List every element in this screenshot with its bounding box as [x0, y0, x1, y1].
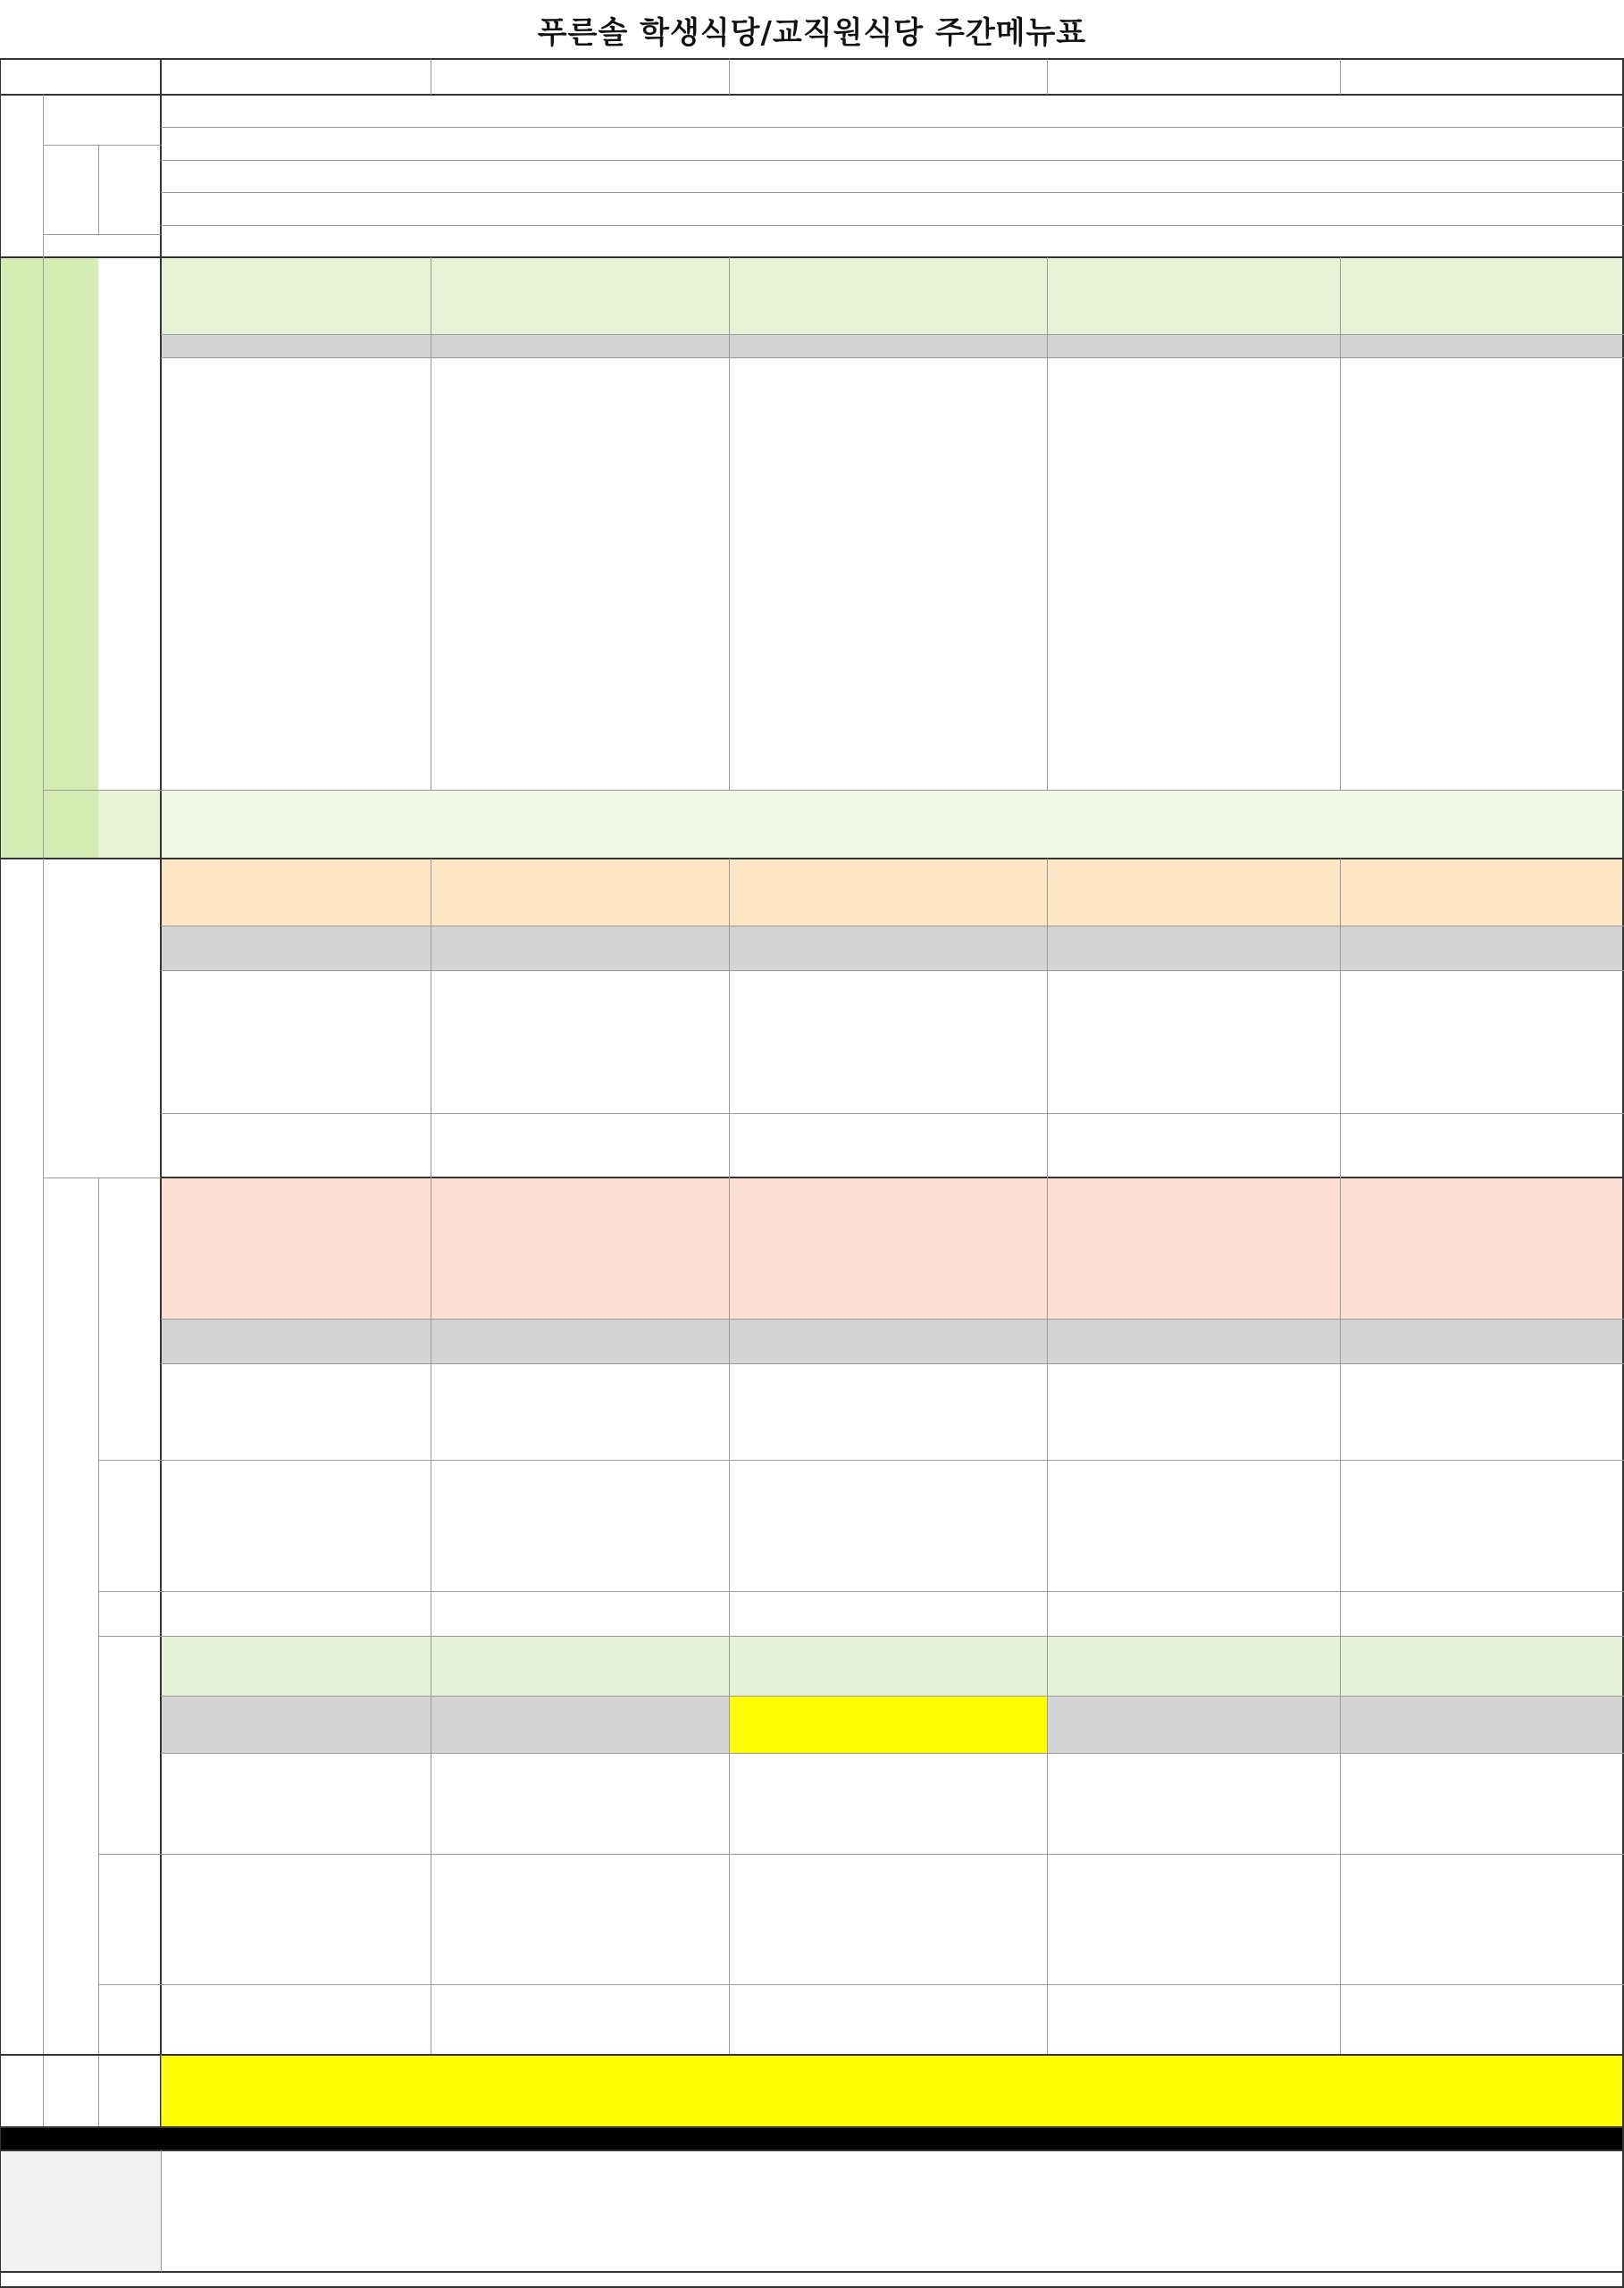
row-divider — [0, 858, 1624, 859]
row-divider — [161, 160, 1624, 161]
onedish-main-bg — [161, 1178, 1624, 1319]
column-divider — [1047, 1178, 1048, 2055]
breakfast-origin-bg — [161, 926, 1624, 970]
row-divider — [43, 790, 161, 791]
row-divider — [161, 1696, 1624, 1697]
row-divider — [0, 2126, 1624, 2128]
column-divider — [43, 257, 44, 859]
column-divider — [98, 145, 99, 234]
column-divider — [1340, 1178, 1341, 2055]
origin-label-bg — [0, 2150, 161, 2272]
row-divider — [161, 192, 1624, 193]
column-divider — [1340, 257, 1341, 790]
column-divider — [43, 95, 44, 257]
row-divider — [161, 1113, 1624, 1114]
sodam-row-bg — [161, 257, 1624, 334]
row-divider — [0, 2054, 1624, 2056]
row-divider — [161, 1753, 1624, 1754]
allergy-bar-bg — [0, 2127, 1624, 2150]
row-divider — [161, 127, 1624, 128]
column-divider — [160, 59, 162, 2127]
column-divider — [0, 59, 1, 2287]
row-divider — [161, 1319, 1624, 1320]
column-divider — [161, 2150, 162, 2272]
column-divider — [729, 1178, 730, 2055]
breakfast-main-bg — [161, 859, 1624, 926]
row-divider — [161, 357, 1624, 358]
column-divider — [43, 859, 44, 2127]
row-divider — [98, 1636, 1624, 1637]
row-divider — [0, 256, 1624, 258]
origin-note-highlight — [729, 1696, 1047, 1753]
row-divider — [0, 58, 1624, 60]
row-divider — [98, 1460, 1624, 1461]
menu-table — [0, 59, 1624, 2287]
column-divider — [1340, 59, 1341, 95]
column-divider — [1047, 257, 1048, 790]
sodam-origin-bg — [161, 334, 1624, 357]
row-divider — [161, 1363, 1624, 1364]
hansoban-main-bg — [161, 1636, 1624, 1696]
column-divider — [161, 2055, 162, 2127]
bibim-row-bg — [161, 790, 1624, 859]
column-divider — [729, 859, 730, 1178]
togo-bottom-bg — [161, 2055, 1624, 2127]
row-divider — [161, 334, 1624, 335]
row-divider — [161, 970, 1624, 971]
column-divider — [729, 257, 730, 790]
page-title: 푸른솔 학생식당/교직원식당 주간메뉴표 — [537, 14, 1087, 51]
column-divider — [1047, 59, 1048, 95]
row-divider — [43, 234, 161, 235]
column-divider — [1340, 859, 1341, 1178]
row-divider — [0, 2271, 1624, 2273]
row-divider — [0, 2150, 1624, 2151]
row-divider — [98, 1854, 1624, 1855]
row-divider — [0, 94, 1624, 96]
header-corner-label — [0, 59, 161, 95]
row-divider — [161, 1177, 1624, 1178]
faculty-label-bg — [0, 257, 98, 859]
column-divider — [1047, 859, 1048, 1178]
row-divider — [161, 225, 1624, 226]
onedish-origin-bg — [161, 1319, 1624, 1363]
column-divider — [729, 59, 730, 95]
row-divider — [161, 790, 1624, 791]
row-divider — [43, 145, 161, 146]
row-divider — [98, 1984, 1624, 1985]
bibim-label-bg — [98, 790, 161, 859]
row-divider — [98, 1591, 1624, 1592]
